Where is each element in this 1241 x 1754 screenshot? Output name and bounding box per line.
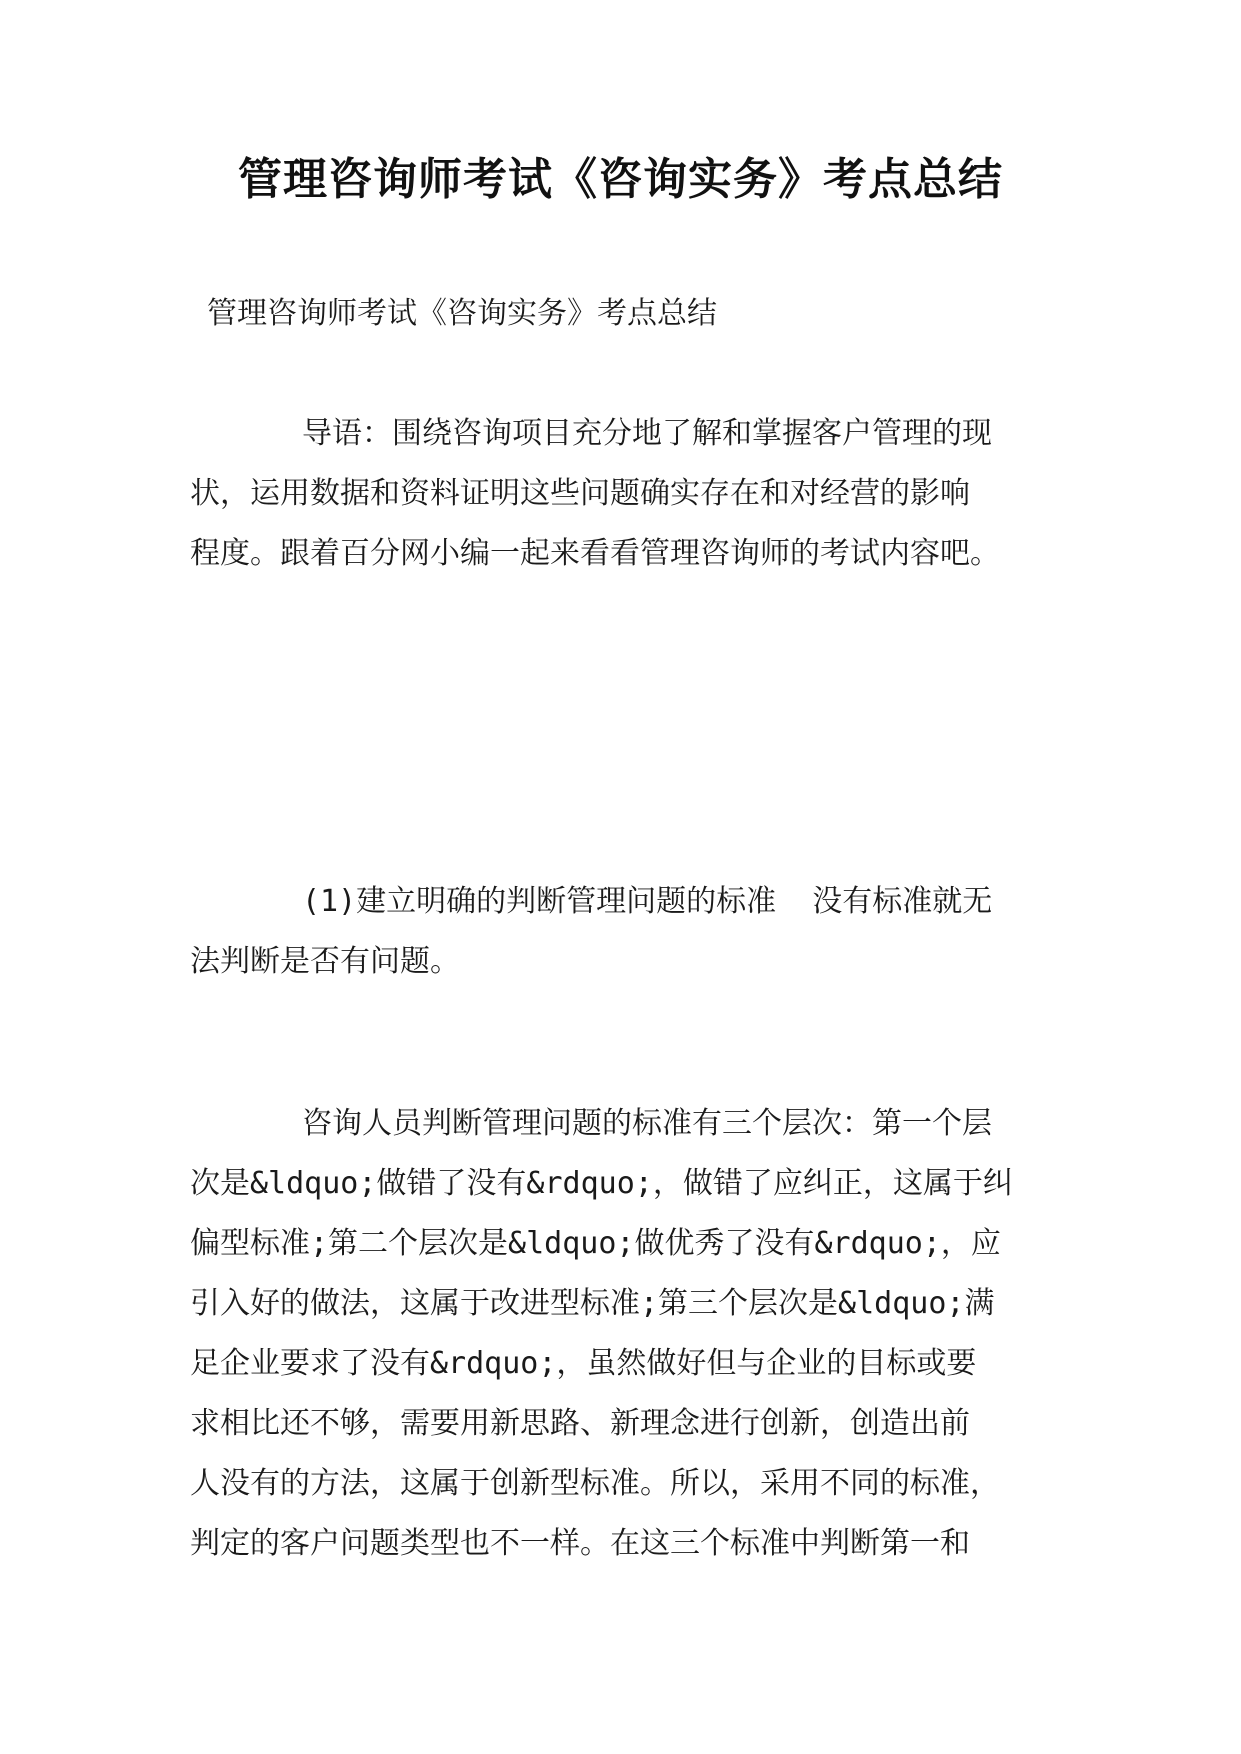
levels-line: 引入好的做法，这属于改进型标准;第三个层次是&ldquo;满	[190, 1286, 995, 1321]
levels-line: 人没有的方法，这属于创新型标准。所以，采用不同的标准，	[190, 1466, 1000, 1501]
intro-line: 程度。跟着百分网小编一起来看看管理咨询师的考试内容吧。	[190, 536, 1000, 571]
levels-line: 偏型标准;第二个层次是&ldquo;做优秀了没有&rdquo;，应	[190, 1226, 1001, 1261]
standard-paragraph	[190, 872, 1050, 992]
document-subtitle: 管理咨询师考试《咨询实务》考点总结	[207, 296, 717, 331]
levels-line: 求相比还不够，需要用新思路、新理念进行创新，创造出前	[190, 1406, 970, 1441]
levels-line: 判定的客户问题类型也不一样。在这三个标准中判断第一和	[190, 1526, 970, 1561]
intro-paragraph	[190, 404, 1050, 584]
levels-line: 咨询人员判断管理问题的标准有三个层次：第一个层	[302, 1106, 992, 1141]
intro-line: 状，运用数据和资料证明这些问题确实存在和对经营的影响	[190, 476, 970, 511]
levels-line: 足企业要求了没有&rdquo;，虽然做好但与企业的目标或要	[190, 1346, 977, 1381]
intro-line: 导语：围绕咨询项目充分地了解和掌握客户管理的现	[302, 416, 992, 451]
standard-line: 法判断是否有问题。	[190, 944, 460, 979]
levels-paragraph	[190, 1094, 1050, 1574]
standard-line: (1)建立明确的判断管理问题的标准 没有标准就无	[302, 884, 993, 919]
document-title: 管理咨询师考试《咨询实务》考点总结	[238, 154, 1003, 205]
levels-line: 次是&ldquo;做错了没有&rdquo;，做错了应纠正，这属于纠	[190, 1166, 1013, 1201]
